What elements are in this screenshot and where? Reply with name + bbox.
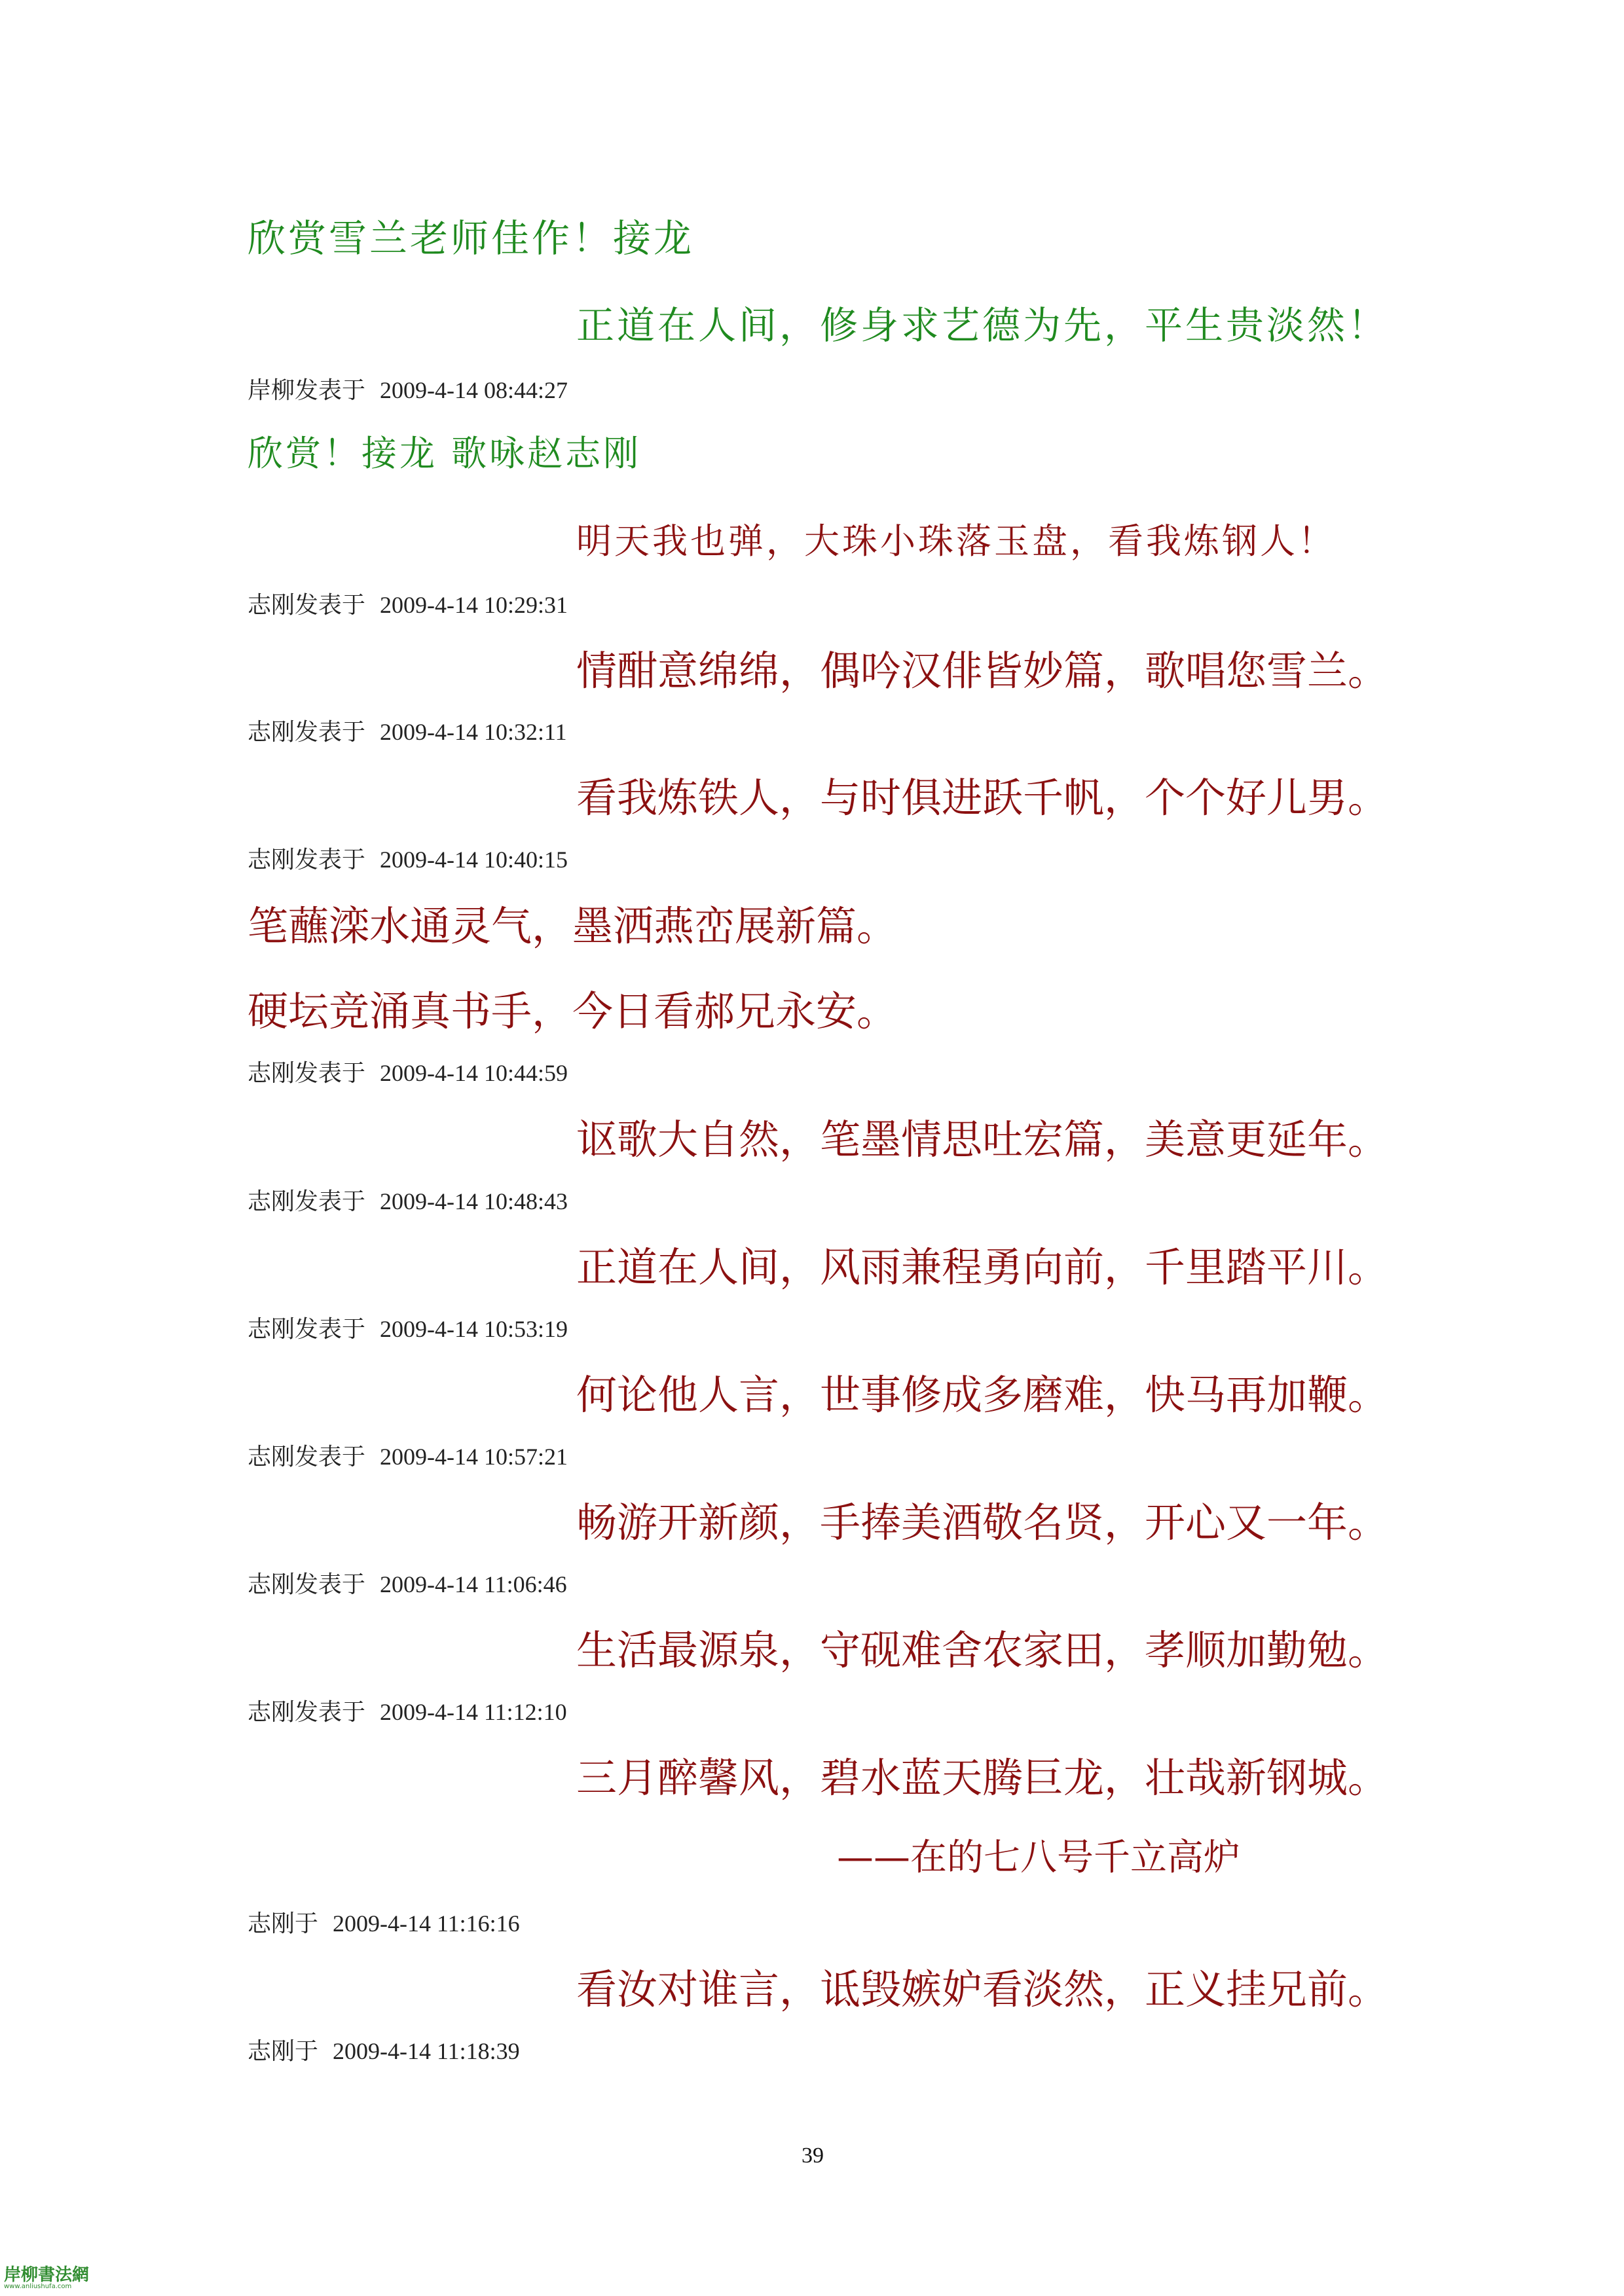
watermark-title: 岸柳書法網 [4,2265,90,2285]
post-author: 志刚发表于 [248,847,366,873]
poem-dedication: ——在的七八号千立高炉 [837,1836,1240,1879]
poem-line: 讴歌大自然，笔墨情思吐宏篇，美意更延年。 [576,1116,1389,1163]
post-author: 志刚发表于 [248,1571,366,1598]
post-author: 志刚于 [248,1910,319,1937]
post-author: 志刚发表于 [248,1699,366,1726]
post-time: 2009-4-14 11:12:10 [380,1699,567,1725]
post-meta [248,720,567,744]
post-author: 志刚发表于 [248,1188,366,1215]
post-time: 2009-4-14 10:57:21 [380,1444,568,1470]
post-meta [248,1317,568,1341]
page-number: 39 [802,2143,824,2168]
section-heading: 欣赏！接龙 歌咏赵志刚 [248,433,642,474]
post-meta [248,1700,567,1724]
watermark-url: www.anliushufa.com [4,2283,72,2290]
poem-line: 情酣意绵绵，偶吟汉俳皆妙篇，歌唱您雪兰。 [576,647,1389,695]
post-author: 志刚发表于 [248,1316,366,1343]
post-meta [248,1061,568,1085]
post-meta [248,1190,568,1214]
poem-line: 看我炼铁人，与时俱进跃千帆，个个好儿男。 [576,774,1389,822]
post-author: 志刚发表于 [248,1060,366,1087]
poem-line: 硬坛竞涌真书手，今日看郝兄永安。 [248,987,898,1035]
post-meta [248,593,568,617]
poem-line: 何论他人言，世事修成多磨难，快马再加鞭。 [576,1371,1389,1419]
post-time: 2009-4-14 11:16:16 [333,1910,520,1937]
poem-line: 笔蘸滦水通灵气，墨洒燕峦展新篇。 [248,902,898,950]
post-meta [248,378,568,403]
post-time: 2009-4-14 10:29:31 [380,592,568,618]
post-time: 2009-4-14 10:53:19 [380,1316,568,1342]
post-author: 志刚发表于 [248,592,366,619]
post-author: 志刚发表于 [248,719,366,746]
post-time: 2009-4-14 08:44:27 [380,377,568,403]
post-author: 志刚于 [248,2038,319,2065]
poem-line: 三月醉馨风，碧水蓝天腾巨龙，壮哉新钢城。 [576,1754,1389,1802]
post-time: 2009-4-14 10:40:15 [380,847,568,873]
poem-line: 生活最源泉，守砚难舍农家田，孝顺加勤勉。 [576,1626,1389,1674]
post-meta [248,848,568,872]
post-meta [248,1445,568,1469]
post-meta [248,1573,567,1597]
post-meta [248,1912,520,1936]
header-title: 欣赏雪兰老师佳作！接龙 [248,216,695,261]
post-meta [248,2039,520,2064]
header-poem: 正道在人间，修身求艺德为先，平生贵淡然！ [576,303,1389,348]
post-time: 2009-4-14 10:44:59 [380,1060,568,1086]
poem-line: 明天我也弹，大珠小珠落玉盘，看我炼钢人！ [576,520,1336,562]
poem-line: 看汝对谁言，诋毁嫉妒看淡然，正义挂兄前。 [576,1965,1389,2013]
post-time: 2009-4-14 10:32:11 [380,719,567,745]
post-author: 志刚发表于 [248,1444,366,1470]
site-watermark-logo [4,2267,89,2290]
poem-line: 畅游开新颜，手捧美酒敬名贤，开心又一年。 [576,1499,1389,1546]
post-time: 2009-4-14 11:06:46 [380,1571,567,1597]
post-author: 岸柳发表于 [248,377,366,404]
post-time: 2009-4-14 10:48:43 [380,1188,568,1214]
post-time: 2009-4-14 11:18:39 [333,2038,520,2064]
poem-line: 正道在人间，风雨兼程勇向前，千里踏平川。 [576,1243,1389,1291]
